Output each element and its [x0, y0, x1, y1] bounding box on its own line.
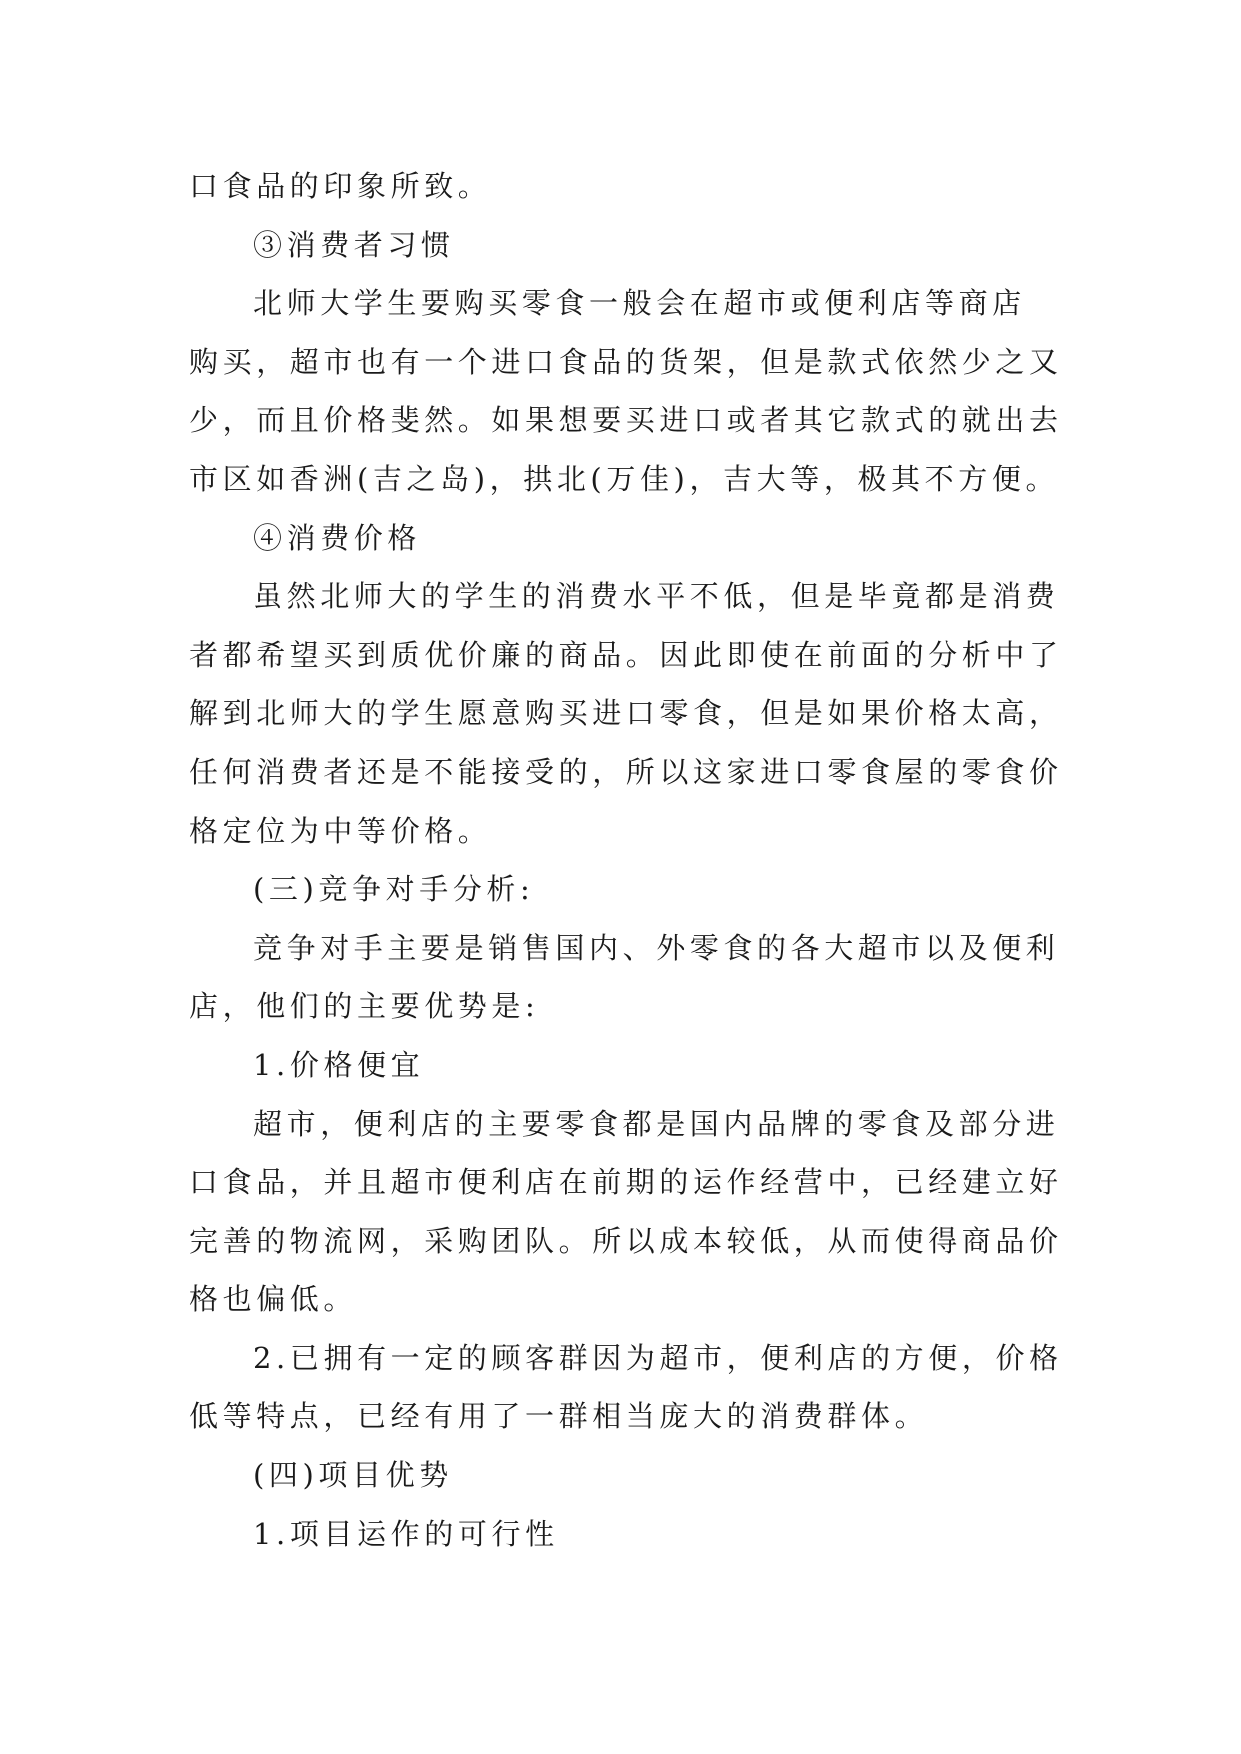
paragraph-line: 口食品，并且超市便利店在前期的运作经营中，已经建立好: [189, 1165, 1063, 1200]
paragraph-line: 格定位为中等价格。: [189, 813, 492, 848]
paragraph-line: 完善的物流网，采购团队。所以成本较低，从而使得商品价: [189, 1223, 1063, 1258]
section-heading: (四)项目优势: [253, 1458, 453, 1493]
paragraph-line: 口食品的印象所致。: [189, 169, 492, 203]
paragraph-line: 者都希望买到质优价廉的商品。因此即使在前面的分析中了: [189, 637, 1063, 672]
section-heading: ③消费者习惯: [253, 227, 455, 262]
paragraph-line: 虽然北师大的学生的消费水平不低，但是毕竟都是消费: [253, 579, 1060, 614]
paragraph-line: 低等特点，已经有用了一群相当庞大的消费群体。: [189, 1399, 929, 1434]
section-heading: ④消费价格: [253, 520, 422, 555]
paragraph-line: 格也偏低。: [189, 1282, 358, 1317]
section-heading: 1.价格便宜: [253, 1047, 425, 1082]
section-heading: (三)竞争对手分析:: [253, 872, 535, 907]
paragraph-line: 解到北师大的学生愿意购买进口零食，但是如果价格太高，: [189, 696, 1063, 731]
paragraph-line: 北师大学生要购买零食一般会在超市或便利店等商店: [253, 286, 1026, 321]
paragraph-line: 购买，超市也有一个进口食品的货架，但是款式依然少之又: [189, 344, 1063, 379]
paragraph-line: 任何消费者还是不能接受的，所以这家进口零食屋的零食价: [189, 754, 1063, 789]
paragraph-line: 少，而且价格斐然。如果想要买进口或者其它款式的就出去: [189, 403, 1063, 438]
paragraph-line: 2.已拥有一定的顾客群因为超市，便利店的方便，价格: [253, 1340, 1063, 1375]
paragraph-line: 店，他们的主要优势是:: [189, 989, 540, 1024]
section-heading: 1.项目运作的可行性: [253, 1516, 559, 1551]
paragraph-line: 超市，便利店的主要零食都是国内品牌的零食及部分进: [253, 1106, 1060, 1141]
paragraph-line: 竞争对手主要是销售国内、外零食的各大超市以及便利: [253, 930, 1060, 965]
document-body: [189, 157, 1063, 1563]
paragraph-line: 市区如香洲(吉之岛)，拱北(万佳)，吉大等，极其不方便。: [189, 461, 1060, 496]
